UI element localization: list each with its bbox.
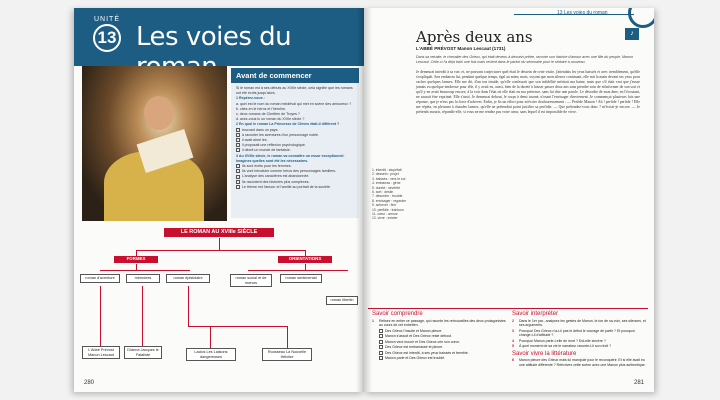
checkbox[interactable] bbox=[236, 133, 240, 137]
corner-circle bbox=[628, 8, 654, 28]
roman-diagram bbox=[80, 226, 358, 374]
diagram-forme-aventure: roman d'aventure bbox=[80, 274, 120, 283]
diagram-formes: FORMES bbox=[114, 256, 158, 263]
checkbox[interactable] bbox=[236, 164, 240, 168]
diagram-forme-memoires: mémoires bbox=[126, 274, 160, 283]
checkbox[interactable] bbox=[379, 329, 383, 333]
diagram-orientation-sentimental: roman sentimental bbox=[280, 274, 322, 283]
checkbox[interactable] bbox=[236, 138, 240, 142]
checkbox[interactable] bbox=[236, 128, 240, 132]
avant-de-commencer-box: Avant de commencer Si le roman est à ses débuts au XVIIe siècle, cela signifie que les romans ont été écrits jusqu'alors. 1 Repérez-vous : a. quel est le nom du roman médiéval qui met en scène des amoureux ? b. citez-en le héros et l'héroïne. c. deux romans de Chrétien de Troyes ? d. avez-vous lu un roman du XVIIe siècle ? 2 En quoi le roman La Princesse de Clèves était-il différent ? trouvant dans un pays. à raconter les aventures d'un personnage noble. il avait aimé les. il proposait une réflexion psychologique. il décrit un monde de fantaisie. 3 Au XVIIIe siècle, le roman va connaître un essor exceptionnel. Imaginez quelles sont été les nécessaires. Ils sont écrits pour les femmes. Ils vont introduire comme héros des personnages familiers. L'analyse des caractères est abandonnée. Ils racontent des histoires plus complexes. Le thème est l'amour et l'amitié au portrait de la société. bbox=[231, 68, 359, 218]
diagram-work-diderot: Diderot Jacques le Fataliste bbox=[124, 346, 162, 359]
diagram-orientations: ORIENTATIONS bbox=[278, 256, 332, 263]
unit-title: Les voies du bbox=[136, 22, 292, 52]
checkbox[interactable] bbox=[236, 180, 240, 184]
book-spread bbox=[74, 8, 654, 392]
checkbox-option: Ils vont introduire comme héros des personnages familiers. bbox=[236, 169, 354, 174]
footnotes: 1. interdit : stupéfait 2. dessein : projet 3. baissés : vers le sol 4. embarras : gêne 5. dureté : sévérité 6. sort : destin 7. désordre : trouble 8. envisager : regarder 9. achever : finir 10. perfidie : trahison 11. cœur : amour 12. vivre : exister bbox=[372, 168, 407, 221]
diagram-work-laclos: Laclos Les Liaisons dangereuses bbox=[186, 348, 236, 361]
checkbox[interactable] bbox=[379, 334, 383, 338]
checkbox[interactable] bbox=[379, 356, 383, 360]
checkbox-option: Ils sont écrits pour les femmes. bbox=[236, 164, 354, 169]
checkbox[interactable] bbox=[236, 169, 240, 173]
audio-icon[interactable]: ♪ bbox=[625, 28, 639, 40]
text-body: Je demeurai interdit à sa vue, et, ne pouvant conjecturer quel était le dessein de cette visite, j'attendais les yeux baissés et avec tremblement, qu'elle s'expliquât. Son embarras fut, pendant quelque temps, égal au mien, mais, voyant que mon silence continuait, elle mit la main devant ses yeux pour cacher quelques larmes. Elle me dit, d'un ton timide, qu'elle confessait que son infidélité méritait ma haine, mais que s'il était vrai que j'eusse jamais eu quelque tendresse pour elle, il y avait eu, aussi, bien de la dureté à laisser passer deux ans sans prendre soin de m'informer de son sort et qu'il y en avait beaucoup encore, à la voir dans l'état où elle était en ma présence, sans lui dire une parole. Le désordre de mon âme, en l'écoutant, ne saurait être exprimé. Elle s'assit. Je demeurai debout, le corps à demi tourné, n'osant l'envisager directement. Je commençai plusieurs fois une réponse, que je n'eus pas la force d'achever. Enfin, je fis un effort pour m'écrier douloureusement : — Perfide Manon ! Ah ! perfide ! perfide ! Elle me répéta, en pleurant à chaudes larmes, qu'elle ne prétendait point justifier sa perfidie. — Que prétendez-vous donc ? m'écriai-je encore. — Je prétends mourir, répondit-elle, si vous ne me rendez pas votre cœur, sans lequel il est impossible de vivre. bbox=[416, 70, 640, 114]
avant-intro: Si le roman est à ses débuts au XVIIe siècle, cela signifie que les romans ont été écrits jusqu'alors. bbox=[236, 86, 353, 96]
comprendre-title: Savoir comprendre bbox=[372, 311, 423, 317]
text-intro: Dans sa retraite, le chevalier des Grieux, qui était devenu à dessein prêtre, raconte son histoire d'amour avec une fille du peuple, Manon Lescaut. Celle-ci l'a déjà trahi une fois mais revient dans le parloir du séminaire pour le séduire à nouveau. bbox=[416, 55, 634, 64]
diagram-orientation-libertin: roman libertin bbox=[326, 296, 358, 305]
checkbox[interactable] bbox=[236, 143, 240, 147]
right-page bbox=[364, 8, 654, 392]
checkbox-option: il décrit un monde de fantaisie. bbox=[236, 148, 354, 153]
diagram-work-rousseau: Rousseau La Nouvelle Héloïse bbox=[262, 348, 312, 361]
checkbox-option: Ils racontent des histoires plus complexes. bbox=[236, 180, 354, 185]
comprendre-section: Savoir comprendre 1 Relisez en entier ce passage, qui raconte les retrouvailles des deux protagonistes au cours de cet entretien. Des Grieux l'insulte et Manon pleure. Manon s'assoit et Des Grieux reste debout. Manon veut mourir et Des Grieux crie son cœur. Des Grieux est embarrassé et pleure. Des Grieux est interdit, à ses yeux baissés et tremble. Manon parle et Des Grieux est troublé. bbox=[372, 311, 506, 360]
left-page bbox=[74, 8, 364, 392]
painting-image bbox=[82, 66, 227, 221]
checkbox-option: il proposait une réflexion psychologique. bbox=[236, 143, 354, 148]
unit-badge bbox=[84, 16, 130, 58]
diagram-forme-epistolaire: roman épistolaire bbox=[166, 274, 210, 283]
checkbox[interactable] bbox=[379, 351, 383, 355]
interpreter-title: Savoir interpréter bbox=[512, 311, 559, 317]
running-header: 13 Les voies du roman bbox=[557, 10, 608, 16]
unit-number: 13 bbox=[93, 24, 121, 52]
checkbox[interactable] bbox=[236, 175, 240, 179]
text-subtitle: L'ABBÉ PRÉVOST Manon Lescaut (1731) bbox=[416, 46, 506, 51]
checkbox[interactable] bbox=[236, 148, 240, 152]
diagram-orientation-social: roman social et de mœurs bbox=[230, 274, 272, 287]
text-title: Après deux ans bbox=[416, 28, 533, 46]
checkbox-option: L'analyse des caractères est abandonnée. bbox=[236, 174, 354, 179]
checkbox-option: à raconter les aventures d'un personnage noble. bbox=[236, 133, 354, 138]
checkbox[interactable] bbox=[236, 185, 240, 189]
vivre-title: Savoir vivre la littérature bbox=[512, 350, 577, 357]
page-number-left: 280 bbox=[84, 380, 95, 386]
avant-heading: Avant de commencer bbox=[231, 68, 359, 83]
unit-header bbox=[74, 8, 364, 66]
checkbox[interactable] bbox=[379, 340, 383, 344]
unit-label: UNITÉ bbox=[94, 16, 120, 23]
checkbox[interactable] bbox=[379, 345, 383, 349]
interpreter-section: Savoir interpréter 2 Dans le 1er par., analysez les gestes de Manon, le ton de sa voix, ses silences, et ses arguments. 3 Pourquoi Des Grieux n'a-t-il pas le début le courage de partir ? Et pourquoi change-t-il d'attitude ? 4 Pourquoi Manon parle-t-elle de mort ? Est-elle sincère ? 5 À quel moment de sa vie le narrateur raconte-t-il son récit ? Savoir vivre la littérature 6 Manon pleure des Grieux mais lui manipule pour le reconquérir. Et si elle avait eu une attitude différente ? Réécrivez cette scène avec une Manon plus authentique. bbox=[512, 311, 646, 367]
diagram-root: LE ROMAN AU XVIIIe SIÈCLE bbox=[164, 228, 274, 237]
checkbox-option: trouvant dans un pays. bbox=[236, 128, 354, 133]
checkbox-option: il avait aimé les. bbox=[236, 138, 354, 143]
checkbox-option: Le thème est l'amour et l'amitié au portrait de la société. bbox=[236, 185, 354, 190]
page-number-right: 281 bbox=[633, 380, 644, 386]
diagram-work-prevost: L'Abbé Prévost Manon Lescaut bbox=[82, 346, 120, 359]
